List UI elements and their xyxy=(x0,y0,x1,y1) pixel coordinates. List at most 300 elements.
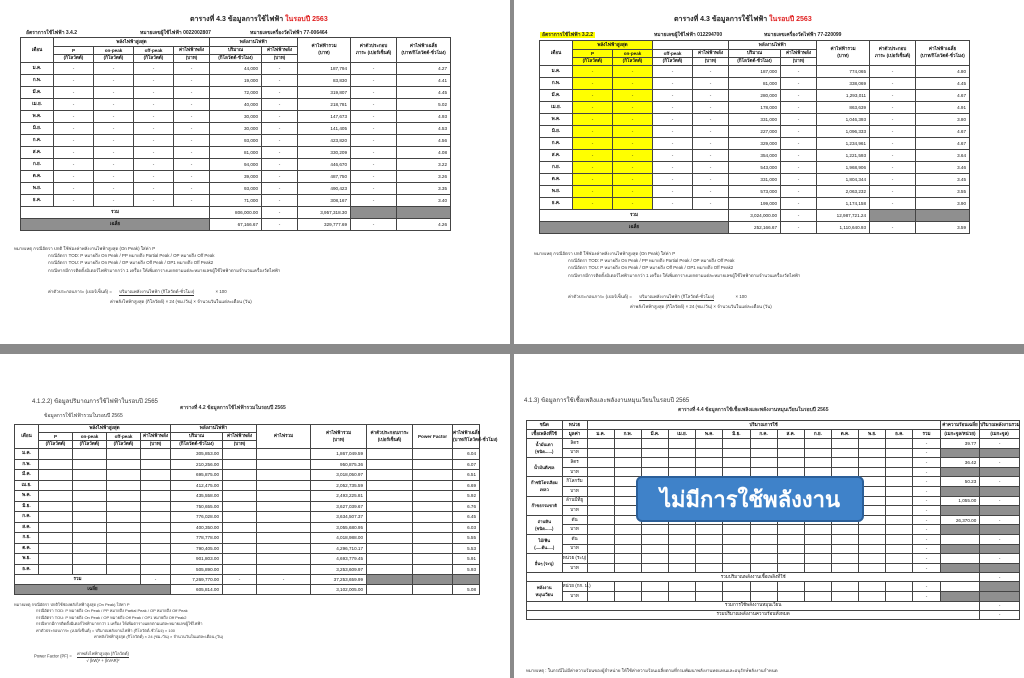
month-cell: มี.ค. xyxy=(15,470,39,481)
note-line: กรณีอัตรา TOD: P หมายถึง On Peak / PP หมายถึง Partial Peak / OP หมายถึง Off Peak xyxy=(48,253,215,259)
fuel-name xyxy=(527,496,563,515)
table-cell: - xyxy=(134,159,174,171)
table-cell: 187,000 xyxy=(729,66,781,78)
table-cell: - xyxy=(262,123,298,135)
qty-cell xyxy=(777,525,804,535)
qty-cell xyxy=(804,439,831,449)
table-cell xyxy=(39,512,73,523)
unit-off: (กิโลวัตต์) xyxy=(653,58,693,66)
qty-cell xyxy=(587,554,614,564)
table-cell xyxy=(413,564,453,575)
col-peak-group: พลังไฟฟ้าสูงสุด xyxy=(573,41,653,50)
table-cell xyxy=(257,501,311,512)
row-sum: - xyxy=(913,582,940,592)
col-loadfactor: ค่าตัวประกอบ ภาระ (เปอร์เซ็นต์) xyxy=(351,38,397,63)
qty-cell xyxy=(669,525,696,535)
col-on: on-peak xyxy=(94,47,134,55)
qty-cell xyxy=(587,582,614,592)
table-row xyxy=(21,123,451,135)
fuel-unit: บาท xyxy=(562,525,587,535)
table-row xyxy=(15,512,480,523)
unit-energy: (บาท) xyxy=(781,58,817,66)
qty-cell xyxy=(641,554,668,564)
fuel-row xyxy=(527,448,1020,458)
month-cell: ต.ค. xyxy=(540,174,573,186)
unit-qty: (กิโลวัตต์-ชั่วโมง) xyxy=(171,441,223,449)
average-qty: 67,166.67 xyxy=(210,219,262,231)
heat-value: 36.42 xyxy=(940,458,980,468)
table-cell: - xyxy=(351,87,397,99)
total-empty xyxy=(980,506,1020,516)
table-cell: 3,018,050.97 xyxy=(311,470,367,481)
table-cell: 1,867,049.59 xyxy=(311,449,367,460)
table-cell: - xyxy=(781,198,817,210)
table-cell: - xyxy=(134,63,174,75)
qty-cell xyxy=(723,582,750,592)
table-cell xyxy=(413,512,453,523)
table-cell xyxy=(413,533,453,544)
table-cell: 4,693,779.45 xyxy=(311,554,367,565)
total-qty: 806,000.00 xyxy=(210,207,262,219)
table-cell xyxy=(39,564,73,575)
total-cost: 12,987,721.24 xyxy=(817,210,870,222)
qty-cell xyxy=(587,506,614,516)
table-cell: - xyxy=(573,162,613,174)
total-empty3 xyxy=(453,575,480,585)
formula-numerator: ปริมาณพลังงานไฟฟ้า (กิโลวัตต์-ชั่วโมง) xyxy=(119,289,195,294)
average-cost: 329,777.69 xyxy=(298,219,351,231)
note-line: กรณีอัตรา TOD: P หมายถึง On Peak / PP หมายถึง Partial Peak / OP หมายถึง Off Peak xyxy=(568,258,735,264)
col-p: P xyxy=(573,50,613,58)
load-factor-formula xyxy=(568,293,747,301)
fuel-row xyxy=(527,563,1020,573)
table-cell: - xyxy=(613,66,653,78)
table-cell xyxy=(223,470,257,481)
table-cell: - xyxy=(870,78,916,90)
meter-number: หมายเลขเครื่องวัดไฟฟ้า 77-006464 xyxy=(250,30,328,36)
qty-cell xyxy=(587,448,614,458)
table-cell: 93,000 xyxy=(210,135,262,147)
qty-cell xyxy=(614,582,641,592)
month-header: ม.ค. xyxy=(587,430,614,439)
table-cell: 44,000 xyxy=(210,63,262,75)
table-cell: - xyxy=(613,150,653,162)
fuel-unit: ลิตร xyxy=(562,458,587,468)
col-month: เดือน xyxy=(21,38,54,63)
row-sum: - xyxy=(913,458,940,468)
table-cell: 2,052,735.59 xyxy=(311,480,367,491)
col-loadfactor: ค่าตัวประกอบ ภาระ (เปอร์เซ็นต์) xyxy=(870,41,916,66)
col-p: P xyxy=(54,47,94,55)
month-cell: ส.ค. xyxy=(540,150,573,162)
qty-cell xyxy=(614,591,641,601)
qty-cell xyxy=(614,458,641,468)
table-cell xyxy=(367,512,413,523)
table-row xyxy=(540,138,970,150)
table-cell: - xyxy=(54,159,94,171)
table-row xyxy=(21,171,451,183)
table-cell: - xyxy=(781,126,817,138)
table-cell: 227,000 xyxy=(729,126,781,138)
col-total: ค่าไฟฟ้ารวม (บาท) xyxy=(311,425,367,449)
table-cell xyxy=(141,501,171,512)
renewable-unit: บาท xyxy=(562,591,587,601)
table-cell: - xyxy=(781,102,817,114)
month-cell: ม.ค. xyxy=(15,449,39,460)
fuel-unit: บาท xyxy=(562,486,587,496)
table-cell: - xyxy=(351,63,397,75)
col-avg: ค่าไฟฟ้าเฉลี่ย (บาท/กิโลวัตต์-ชั่วโมง) xyxy=(397,38,451,63)
table-cell xyxy=(107,533,141,544)
average-label: เฉลี่ย xyxy=(21,219,210,231)
table-cell: - xyxy=(781,174,817,186)
qty-cell xyxy=(750,534,777,544)
row-sum: - xyxy=(913,591,940,601)
table-cell: 901,803.00 xyxy=(171,554,223,565)
table-cell xyxy=(107,512,141,523)
col-energy-cost: ค่าไฟฟ้าพลัง xyxy=(781,50,817,58)
qty-cell xyxy=(777,582,804,592)
table-cell xyxy=(367,480,413,491)
col-off: off-peak xyxy=(134,47,174,55)
total-row xyxy=(540,210,970,222)
col-fuel-type-2: เชื้อเพลิงที่ใช้ xyxy=(527,430,563,439)
fuel-unit: หน่วย (ระบุ) xyxy=(562,554,587,564)
formula-lhs: ค่าตัวประกอบภาระ (เปอร์เซ็นต์) = xyxy=(568,294,632,299)
month-cell: ก.ค. xyxy=(540,138,573,150)
table-cell: 319,807 xyxy=(298,87,351,99)
table-cell: - xyxy=(174,195,210,207)
qty-cell xyxy=(859,544,886,554)
title-year: ในรอบปี 2563 xyxy=(285,16,328,23)
table-cell: 4.93 xyxy=(397,111,451,123)
qty-cell xyxy=(641,582,668,592)
col-demand-cost: ค่าไฟฟ้าพลัง xyxy=(141,433,171,441)
page-table-4-2 xyxy=(0,354,510,678)
table-cell xyxy=(73,459,107,470)
table-row xyxy=(21,111,451,123)
total-empty2 xyxy=(413,575,453,585)
load-factor-formula xyxy=(48,288,227,296)
qty-cell xyxy=(859,582,886,592)
row-sum: - xyxy=(913,506,940,516)
fuel-name xyxy=(527,515,563,534)
table-cell: - xyxy=(693,186,729,198)
qty-cell xyxy=(804,563,831,573)
table-cell: - xyxy=(653,138,693,150)
notes xyxy=(14,602,223,640)
qty-cell xyxy=(587,515,614,525)
qty-cell xyxy=(696,525,723,535)
qty-cell xyxy=(723,554,750,564)
table-cell: 3.90 xyxy=(916,198,970,210)
table-row xyxy=(540,174,970,186)
col-peak-group: พลังไฟฟ้าสูงสุด xyxy=(39,425,171,433)
table-cell: - xyxy=(351,195,397,207)
total-energy: - xyxy=(980,534,1020,544)
table-cell: - xyxy=(781,138,817,150)
table-cell: - xyxy=(693,114,729,126)
table-cell xyxy=(141,449,171,460)
table-cell xyxy=(39,501,73,512)
formula-multiplier: × 100 xyxy=(735,294,747,299)
table-cell: - xyxy=(693,198,729,210)
table-cell xyxy=(367,459,413,470)
table-cell: 6.04 xyxy=(453,449,480,460)
unit-demand: (บาท) xyxy=(693,58,729,66)
table-cell xyxy=(141,470,171,481)
row-sum: - xyxy=(913,439,940,449)
table-cell: - xyxy=(174,63,210,75)
month-header: ส.ค. xyxy=(777,430,804,439)
table-cell xyxy=(141,459,171,470)
table-cell: - xyxy=(262,87,298,99)
col-unit-2: มูลค่า xyxy=(562,430,587,439)
grand-total-row-label: รวมปริมาณพลังงานความร้อนทั้งหมด xyxy=(527,610,980,619)
month-cell: เม.ย. xyxy=(540,102,573,114)
table-cell xyxy=(73,543,107,554)
col-demand-cost: ค่าไฟฟ้าพลัง xyxy=(174,47,210,55)
qty-cell xyxy=(750,554,777,564)
table-cell: - xyxy=(573,102,613,114)
table-body xyxy=(21,63,451,207)
qty-cell xyxy=(886,591,913,601)
row-sum: - xyxy=(913,534,940,544)
month-cell: ก.พ. xyxy=(15,459,39,470)
table-cell xyxy=(413,449,453,460)
table-cell: - xyxy=(693,138,729,150)
table-cell: - xyxy=(262,111,298,123)
month-cell: มี.ค. xyxy=(21,87,54,99)
qty-cell xyxy=(750,458,777,468)
unit-energy: (บาท) xyxy=(262,55,298,63)
qty-cell xyxy=(859,458,886,468)
qty-cell xyxy=(723,591,750,601)
qty-cell xyxy=(859,591,886,601)
average-rate: 5.08 xyxy=(453,585,480,595)
col-energy-group: พลังงานไฟฟ้า xyxy=(171,425,257,433)
month-cell: มี.ค. xyxy=(540,90,573,102)
qty-cell xyxy=(669,458,696,468)
row-sum: - xyxy=(913,467,940,477)
qty-cell xyxy=(886,525,913,535)
table-title: ตารางที่ 4.2 ข้อมูลการใช้ไฟฟ้ารวมในรอบปี 2565 xyxy=(180,405,286,411)
average-rate: 4.26 xyxy=(397,219,451,231)
unit-demand: (บาท) xyxy=(141,441,171,449)
electricity-total-table xyxy=(14,424,498,595)
qty-cell xyxy=(886,563,913,573)
table-cell: 4.67 xyxy=(916,126,970,138)
month-header: พ.ค. xyxy=(696,430,723,439)
fuel-row xyxy=(527,458,1020,468)
table-title: ตารางที่ 4.4 ข้อมูลการใช้เชื้อเพลิงและพลังงานหมุนเวียนในรอบปี 2565 xyxy=(678,407,829,413)
table-cell: - xyxy=(94,147,134,159)
qty-cell xyxy=(831,458,858,468)
qty-cell xyxy=(831,544,858,554)
fuel-unit: บาท xyxy=(562,467,587,477)
table-cell xyxy=(107,554,141,565)
average-empty: - xyxy=(351,219,397,231)
table-cell: - xyxy=(573,138,613,150)
qty-cell xyxy=(614,467,641,477)
month-header: มี.ค. xyxy=(641,430,668,439)
col-peak-group-b xyxy=(653,41,729,50)
month-cell: ธ.ค. xyxy=(21,195,54,207)
qty-cell xyxy=(669,591,696,601)
month-cell: ม.ค. xyxy=(540,66,573,78)
table-cell: 446,670 xyxy=(298,159,351,171)
note-line: กรณีอัตรา TOU: P หมายถึง On Peak / OP หมายถึง Off Peak / OP1 หมายถึง Off Peak2 xyxy=(48,260,214,266)
month-header-row xyxy=(527,430,1020,439)
col-qty: ปริมาณ xyxy=(210,47,262,55)
table-cell xyxy=(413,501,453,512)
table-cell xyxy=(413,491,453,502)
table-cell xyxy=(257,543,311,554)
table-cell: - xyxy=(613,138,653,150)
table-cell: - xyxy=(781,66,817,78)
note-line: ค่าพลังไฟฟ้าสูงสุด (กิโลวัตต์) × 24 (ชม./วัน) × จำนวนวันในแต่ละเดือน (วัน) xyxy=(94,634,224,640)
table-cell xyxy=(257,459,311,470)
average-dash: - xyxy=(781,222,817,234)
month-cell: มิ.ย. xyxy=(540,126,573,138)
table-cell: 330,209 xyxy=(298,147,351,159)
qty-cell xyxy=(696,582,723,592)
table-cell: 400,350.00 xyxy=(171,522,223,533)
user-number: หมายเลขผู้ใช้ไฟฟ้า 0022002807 xyxy=(140,30,211,36)
heat-empty xyxy=(940,506,980,516)
qty-cell xyxy=(831,591,858,601)
qty-cell xyxy=(641,439,668,449)
table-cell xyxy=(257,522,311,533)
pf-denominator: √ (kW)² + (kVAR)² xyxy=(86,658,120,663)
table-cell: 331,000 xyxy=(729,114,781,126)
month-cell: เม.ย. xyxy=(15,480,39,491)
title-year: ในรอบปี 2563 xyxy=(769,16,812,23)
table-cell: - xyxy=(613,102,653,114)
table-body xyxy=(527,439,1020,620)
average-empty4 xyxy=(413,585,453,595)
table-cell: 30,000 xyxy=(210,111,262,123)
table-cell: - xyxy=(693,126,729,138)
table-cell xyxy=(223,543,257,554)
table-cell: 71,000 xyxy=(210,195,262,207)
qty-cell xyxy=(614,534,641,544)
notes xyxy=(534,250,800,279)
table-cell: - xyxy=(573,90,613,102)
qty-cell xyxy=(886,458,913,468)
qty-cell xyxy=(723,439,750,449)
qty-cell xyxy=(804,591,831,601)
table-row xyxy=(15,480,480,491)
table-cell: 1,293,011 xyxy=(817,90,870,102)
heat-empty xyxy=(940,467,980,477)
table-cell: - xyxy=(781,78,817,90)
qty-cell xyxy=(587,439,614,449)
table-cell: 1,174,158 xyxy=(817,198,870,210)
table-cell: 573,000 xyxy=(729,186,781,198)
average-dash: - xyxy=(262,219,298,231)
fuel-unit: ลิตร xyxy=(562,439,587,449)
table-cell xyxy=(141,543,171,554)
table-cell: - xyxy=(653,114,693,126)
qty-cell xyxy=(641,563,668,573)
qty-cell xyxy=(669,439,696,449)
table-cell: 4.91 xyxy=(916,102,970,114)
table-cell: - xyxy=(613,114,653,126)
table-cell xyxy=(413,554,453,565)
grand-total-row xyxy=(527,610,1020,619)
table-cell: 147,673 xyxy=(298,111,351,123)
meter-number: หมายเลขเครื่องวัดไฟฟ้า 77-220099 xyxy=(764,32,842,38)
table-cell: - xyxy=(613,198,653,210)
table-cell xyxy=(141,480,171,491)
qty-cell xyxy=(723,534,750,544)
table-cell: - xyxy=(262,135,298,147)
table-cell: - xyxy=(870,138,916,150)
table-cell: - xyxy=(693,150,729,162)
table-row xyxy=(21,195,451,207)
table-row xyxy=(21,147,451,159)
qty-cell xyxy=(886,515,913,525)
heat-empty xyxy=(940,525,980,535)
table-cell: - xyxy=(351,111,397,123)
qty-cell xyxy=(641,544,668,554)
renewable-name-text: พลังงาน xyxy=(536,585,552,591)
table-cell: - xyxy=(870,90,916,102)
table-cell: - xyxy=(134,87,174,99)
note-line: กรณีหากมีการติดตั้งมิเตอร์ไฟฟ้ามากกว่า 1 เครื่อง ให้เพิ่มตารางแยกตามแต่ละหมายเลขผู้ใช้ไฟฟ้า xyxy=(36,621,203,627)
table-cell xyxy=(107,543,141,554)
total-dash2: - xyxy=(223,575,257,585)
table-cell: 1,968,906 xyxy=(817,162,870,174)
total-unit-header: (เมกะจูล) xyxy=(980,430,1020,439)
total-label: รวม xyxy=(15,575,141,585)
fuel-name-sub: (.....ตัน.....) xyxy=(534,545,555,551)
fuel-name-text: น้ำมันเตา xyxy=(535,442,553,448)
qty-cell xyxy=(777,563,804,573)
title-text: ตารางที่ 4.3 ข้อมูลการใช้ไฟฟ้า xyxy=(190,16,284,23)
qty-cell xyxy=(696,448,723,458)
month-header: เม.ย. xyxy=(669,430,696,439)
total-empty xyxy=(980,563,1020,573)
qty-cell xyxy=(804,525,831,535)
table-cell: 6.69 xyxy=(453,480,480,491)
table-cell: - xyxy=(870,186,916,198)
table-cell: - xyxy=(94,135,134,147)
table-cell: 3.40 xyxy=(397,195,451,207)
month-header: พ.ย. xyxy=(859,430,886,439)
table-cell: 81,000 xyxy=(729,78,781,90)
qty-cell xyxy=(587,458,614,468)
total-energy: - xyxy=(980,477,1020,487)
table-cell xyxy=(39,543,73,554)
qty-cell xyxy=(587,477,614,487)
row-sum: - xyxy=(913,515,940,525)
table-row xyxy=(540,102,970,114)
table-cell: 5.92 xyxy=(453,491,480,502)
table-cell xyxy=(107,522,141,533)
qty-cell xyxy=(750,525,777,535)
table-cell: 412,475.00 xyxy=(171,480,223,491)
average-cost: 3,102,005.00 xyxy=(311,585,367,595)
subtotal-fuel-row-label: รวมปริมาณพลังงานเชื้อเพลิงที่ใช้ xyxy=(527,573,980,582)
month-cell: ก.พ. xyxy=(21,75,54,87)
qty-cell xyxy=(641,591,668,601)
table-cell: 3.55 xyxy=(916,186,970,198)
subtotal-fuel-row xyxy=(527,573,1020,582)
fuel-name xyxy=(527,534,563,553)
total-dash: - xyxy=(781,210,817,222)
